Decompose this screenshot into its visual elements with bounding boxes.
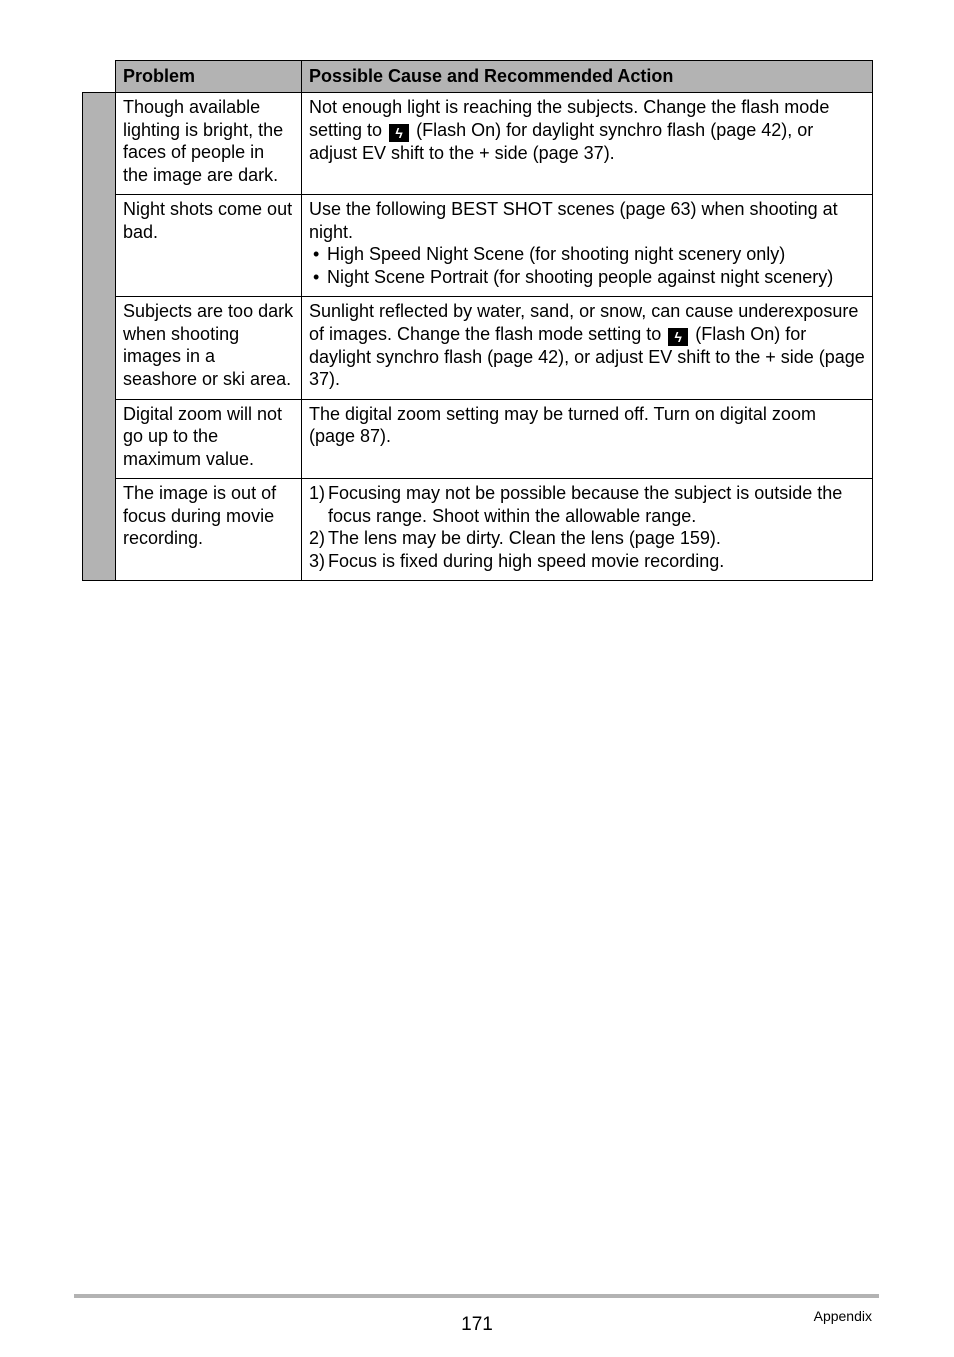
list-item: [309, 527, 865, 550]
list-item: [309, 550, 865, 573]
problem-cell: Subjects are too dark when shooting images in a seashore or ski area.: [116, 297, 302, 400]
action-text: Sunlight reflected by water, sand, or snow, can cause underexposure of images. Change the flash mode setting to: [309, 301, 859, 344]
header-spacer: [83, 61, 116, 93]
action-cell: [302, 479, 873, 581]
action-cell: [302, 297, 873, 400]
list-item: [309, 266, 865, 289]
table-row: [83, 297, 873, 400]
problem-cell: Night shots come out bad.: [116, 195, 302, 297]
list-marker: 3): [309, 550, 326, 571]
list-item-text: Focus is fixed during high speed movie recording.: [328, 550, 725, 571]
action-text: (Flash On) for daylight synchro flash (page 42), or adjust EV shift to the + side (page 37).: [309, 119, 814, 163]
page-number: 171: [461, 1314, 493, 1335]
action-cell: [302, 195, 873, 297]
list-item-text: High Speed Night Scene (for shooting night scenery only): [327, 244, 786, 264]
footer-rule: [74, 1294, 879, 1298]
action-text: (Flash On) for daylight synchro flash (page 42), or adjust EV shift to the + side (page 37).: [309, 323, 865, 389]
header-action: Possible Cause and Recommended Action: [302, 61, 873, 93]
action-text: Use the following BEST SHOT scenes (page 63) when shooting at night.: [309, 199, 838, 242]
list-item: [309, 482, 865, 527]
table-header-row: [83, 61, 873, 93]
table-row: [83, 195, 873, 297]
action-text: Not enough light is reaching the subjects. Change the flash mode setting to: [309, 97, 830, 140]
table-row: [83, 479, 873, 581]
flash-on-icon: ϟ: [389, 124, 409, 142]
list-marker: 2): [309, 528, 326, 548]
list-item-text: Focusing may not be possible because the subject is outside the focus range. Shoot within the allowable range.: [328, 483, 843, 526]
troubleshooting-table: [82, 60, 872, 581]
action-cell: [302, 93, 873, 195]
list-item-text: Night Scene Portrait (for shooting people against night scenery): [327, 266, 834, 287]
table-row: [83, 399, 873, 479]
problem-cell: Though available lighting is bright, the faces of people in the image are dark.: [116, 93, 302, 195]
side-tab: [83, 93, 116, 581]
list-item-text: The lens may be dirty. Clean the lens (page 159).: [328, 528, 721, 548]
table-row: [83, 93, 873, 195]
flash-on-icon: ϟ: [668, 328, 688, 346]
list-marker: 1): [309, 483, 326, 503]
action-cell: The digital zoom setting may be turned off. Turn on digital zoom (page 87).: [302, 399, 873, 479]
bullet-marker: •: [313, 266, 320, 287]
section-label: Appendix: [813, 1308, 872, 1324]
problem-cell: The image is out of focus during movie recording.: [116, 479, 302, 581]
bullet-marker: •: [313, 244, 320, 264]
list-item: [309, 243, 865, 266]
problem-cell: Digital zoom will not go up to the maximum value.: [116, 399, 302, 479]
header-problem: Problem: [116, 61, 302, 93]
